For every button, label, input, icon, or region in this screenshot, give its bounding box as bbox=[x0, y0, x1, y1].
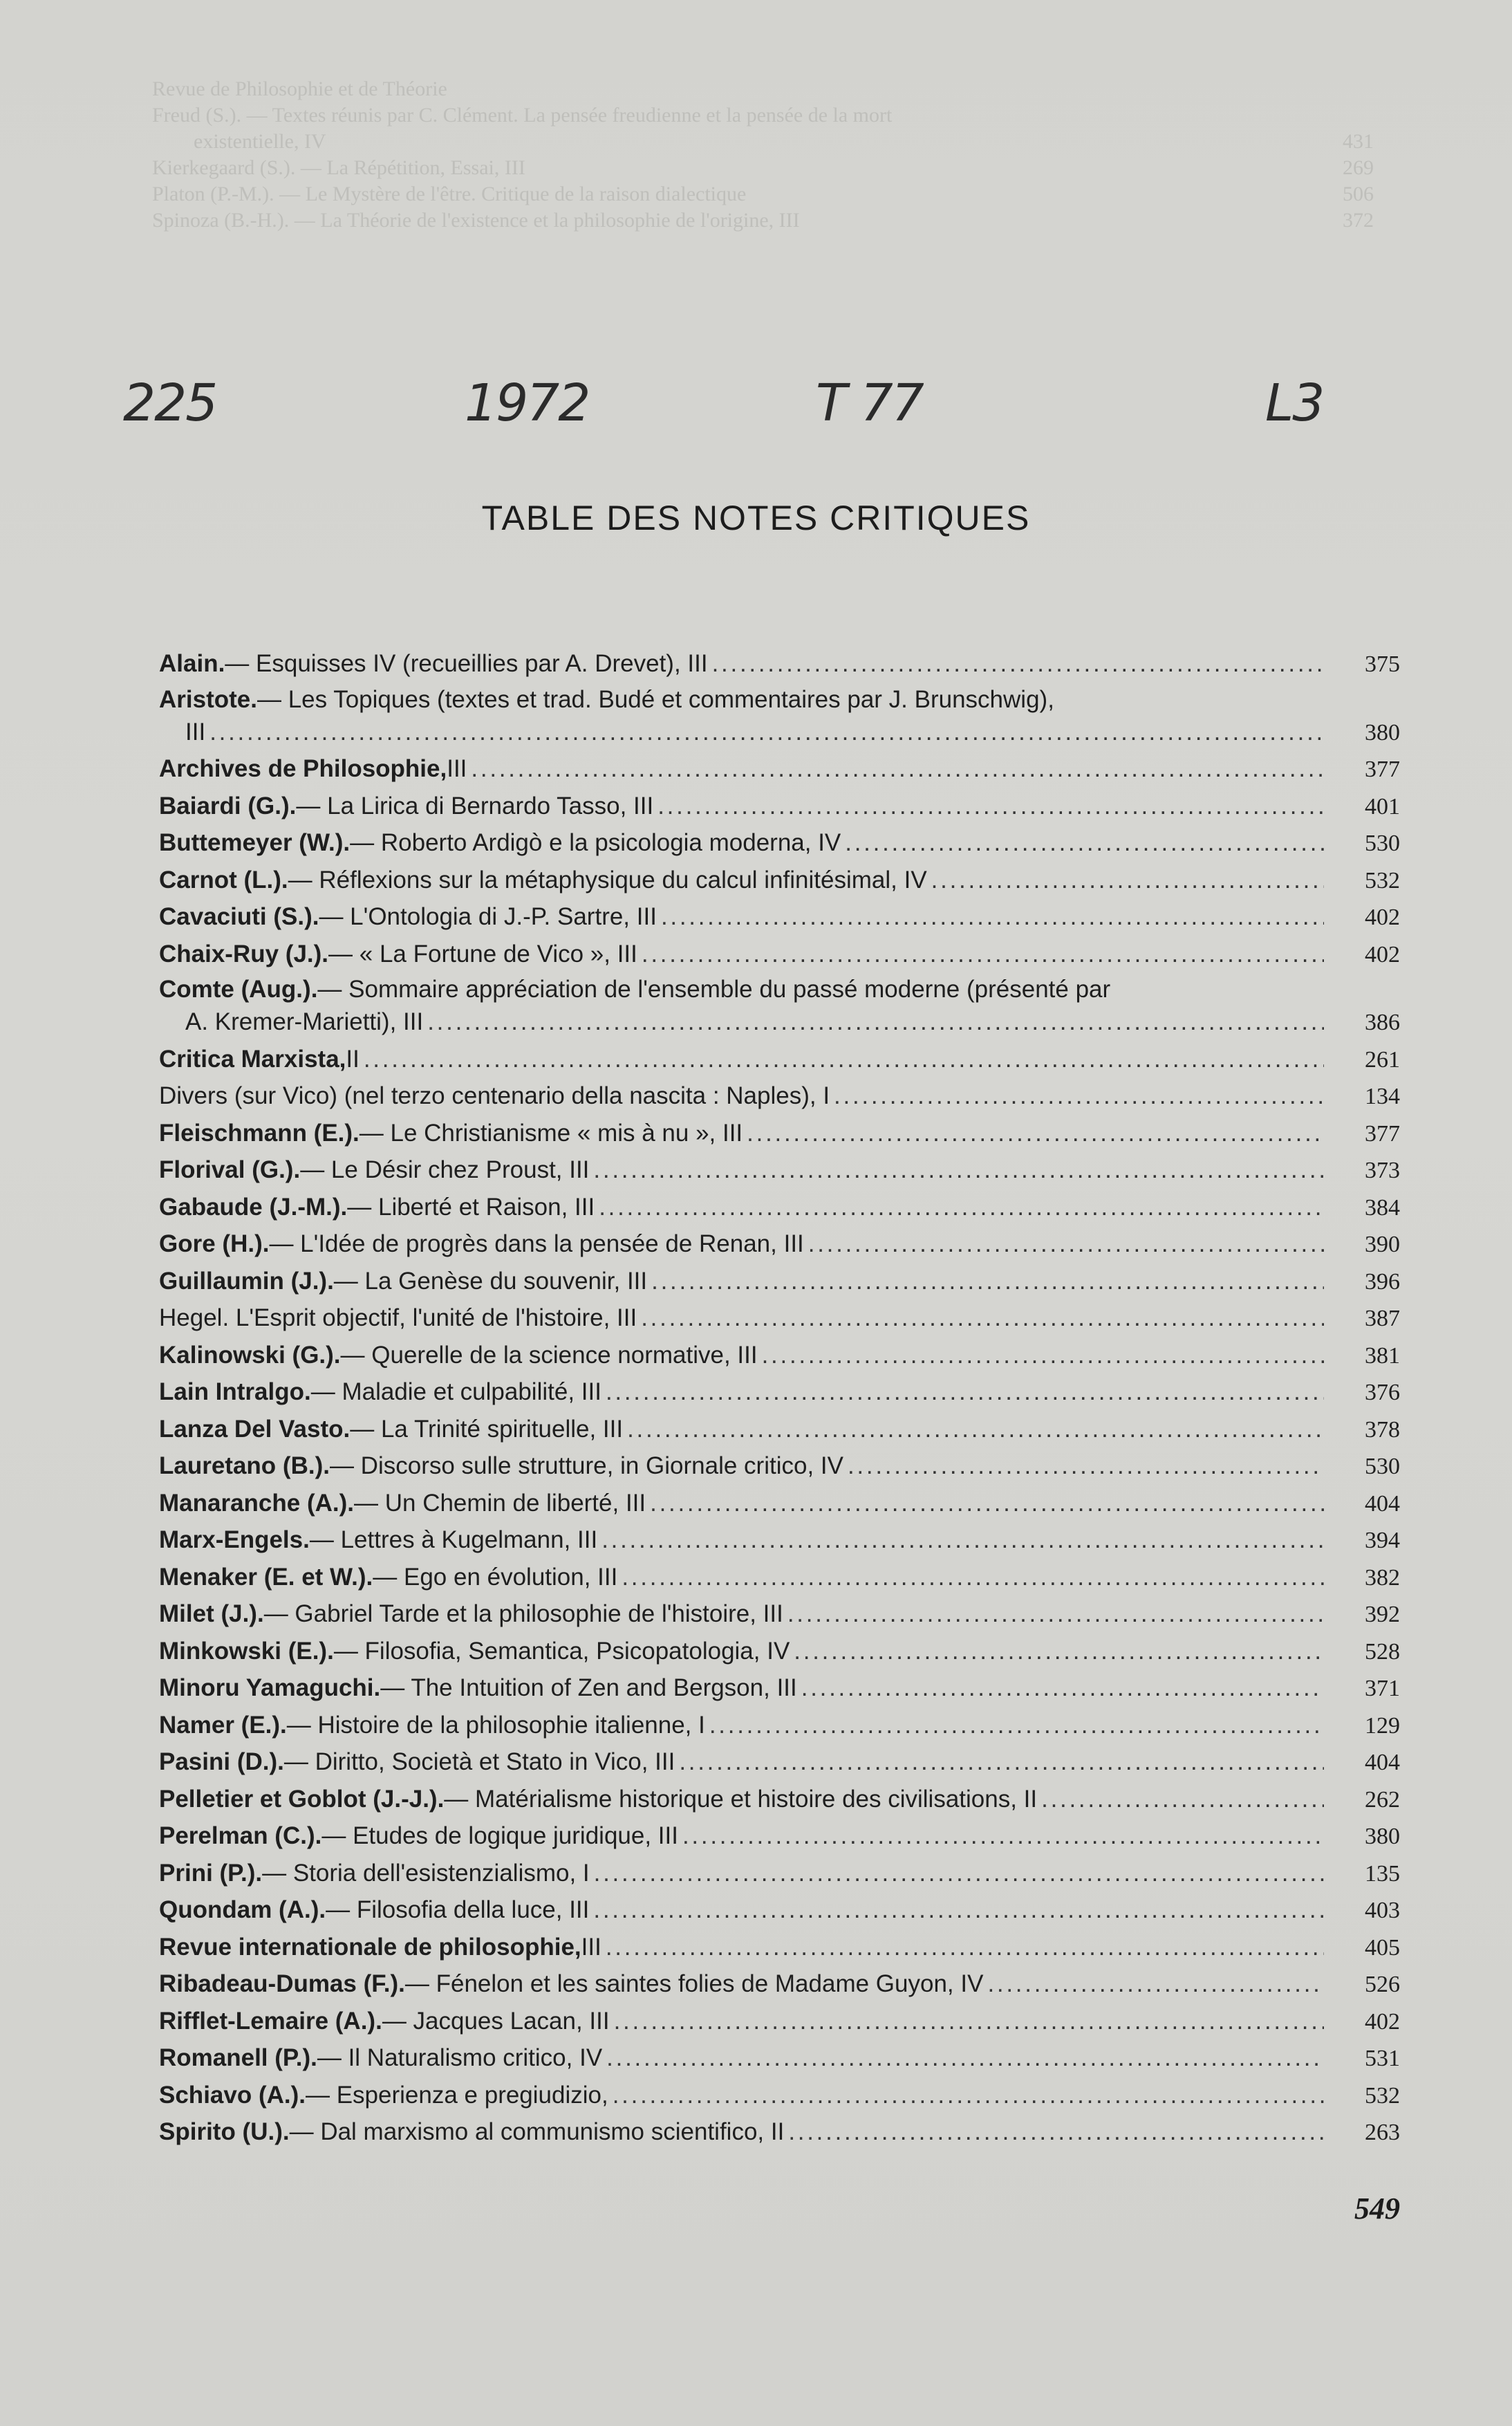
entry-title: — Filosofia della luce, III bbox=[326, 1896, 590, 1923]
index-entry bbox=[159, 1819, 1400, 1853]
entry-author: Romanell (P.). bbox=[159, 2044, 317, 2071]
index-entry-line bbox=[159, 974, 1400, 1005]
entry-title: — Ego en évolution, III bbox=[373, 1563, 618, 1591]
index-entry bbox=[159, 1560, 1400, 1594]
bleed-through-line-text: existentielle, IV bbox=[194, 130, 326, 153]
index-entry bbox=[159, 2041, 1400, 2075]
entry-author: Critica Marxista, bbox=[159, 1045, 346, 1073]
index-entry bbox=[159, 1856, 1400, 1890]
entry-title: III bbox=[447, 755, 467, 782]
index-entry bbox=[159, 1190, 1400, 1224]
entry-title: — Il Naturalismo critico, IV bbox=[317, 2044, 603, 2071]
entry-page-number: 375 bbox=[1365, 651, 1400, 677]
dot-leader bbox=[843, 1449, 1324, 1483]
entry-title: — Diritto, Società et Stato in Vico, III bbox=[283, 1748, 675, 1775]
entry-author: Pelletier et Goblot (J.-J.). bbox=[159, 1785, 445, 1813]
dot-leader bbox=[423, 1005, 1324, 1039]
index-entry bbox=[159, 789, 1400, 823]
entry-page-number: 404 bbox=[1365, 1490, 1400, 1517]
dot-leader bbox=[637, 937, 1324, 971]
dot-leader bbox=[601, 1930, 1324, 1964]
entry-author: Lauretano (B.). bbox=[159, 1452, 330, 1479]
index-entry bbox=[159, 1153, 1400, 1187]
index-entry bbox=[159, 1116, 1400, 1150]
entry-author: Milet (J.). bbox=[159, 1600, 264, 1627]
entry-page-number: 381 bbox=[1365, 1342, 1400, 1369]
entry-page-number: 135 bbox=[1365, 1860, 1400, 1887]
entry-author: Lanza Del Vasto. bbox=[159, 1415, 351, 1443]
index-entry-line bbox=[159, 789, 1400, 823]
index-entry-line bbox=[159, 1449, 1400, 1483]
index-entry bbox=[159, 1227, 1400, 1261]
entry-author: Gabaude (J.-M.). bbox=[159, 1193, 348, 1221]
entry-title: — Gabriel Tarde et la philosophie de l'histoire, III bbox=[263, 1600, 783, 1627]
index-entry bbox=[159, 1301, 1400, 1335]
dot-leader bbox=[617, 1560, 1324, 1594]
entry-page-number: 380 bbox=[1365, 1824, 1400, 1849]
entry-page-number: 402 bbox=[1365, 905, 1400, 930]
dot-leader bbox=[830, 1079, 1324, 1113]
index-entry bbox=[159, 684, 1400, 749]
handwritten-mark-shelf: L3 bbox=[1265, 373, 1324, 433]
notes-index-list bbox=[159, 647, 1400, 2152]
entry-title: — Les Topiques (textes et trad. Budé et commentaires par J. Brunschwig), bbox=[256, 685, 1054, 713]
entry-title: — Filosofia, Semantica, Psicopatologia, IV bbox=[333, 1637, 790, 1665]
dot-leader bbox=[646, 1486, 1324, 1520]
entry-page-number: 262 bbox=[1365, 1786, 1400, 1813]
entry-page-number: 377 bbox=[1365, 757, 1400, 782]
dot-leader bbox=[708, 647, 1324, 680]
index-entry-line bbox=[159, 1116, 1400, 1150]
index-entry-line bbox=[159, 900, 1400, 934]
entry-author: Pasini (D.). bbox=[159, 1748, 284, 1775]
entry-page-number: 530 bbox=[1365, 1454, 1400, 1479]
index-entry bbox=[159, 1634, 1400, 1668]
bleed-through-line-page: 506 bbox=[1343, 183, 1374, 205]
index-entry-line bbox=[159, 1079, 1400, 1113]
bleed-through-line-text: Freud (S.). — Textes réunis par C. Clément. La pensée freudienne et la pensée de la mort bbox=[152, 104, 893, 127]
handwritten-annotations bbox=[0, 373, 1512, 456]
index-entry bbox=[159, 900, 1400, 934]
entry-author: Spirito (U.). bbox=[159, 2118, 290, 2145]
dot-leader bbox=[784, 2115, 1324, 2149]
entry-author: Comte (Aug.). bbox=[159, 976, 318, 1003]
index-entry-line bbox=[159, 1338, 1400, 1372]
dot-leader bbox=[657, 900, 1324, 934]
entry-page-number: 129 bbox=[1365, 1712, 1400, 1739]
handwritten-mark-225: 225 bbox=[123, 373, 217, 433]
index-entry bbox=[159, 2004, 1400, 2038]
index-entry-line bbox=[159, 1042, 1400, 1076]
entry-page-number: 378 bbox=[1365, 1416, 1400, 1443]
entry-page-number: 530 bbox=[1365, 831, 1400, 856]
index-entry-line bbox=[159, 2041, 1400, 2075]
dot-leader bbox=[678, 1819, 1324, 1853]
dot-leader bbox=[589, 1893, 1324, 1927]
entry-author: Minkowski (E.). bbox=[159, 1637, 334, 1665]
entry-title: — Etudes de logique juridique, III bbox=[321, 1822, 678, 1849]
index-entry bbox=[159, 1782, 1400, 1816]
entry-title: — Réflexions sur la métaphysique du calcul infinitésimal, IV bbox=[288, 866, 927, 893]
index-entry bbox=[159, 2078, 1400, 2112]
bleed-through-line-text: Platon (P.-M.). — Le Mystère de l'être. Critique de la raison dialectique bbox=[152, 183, 747, 205]
entry-title: — La Trinité spirituelle, III bbox=[350, 1415, 624, 1443]
index-entry-continuation bbox=[159, 1005, 1400, 1039]
index-entry-line bbox=[159, 937, 1400, 971]
index-entry-line bbox=[159, 1782, 1400, 1816]
entry-page-number: 402 bbox=[1365, 2008, 1400, 2035]
entry-title: — Discorso sulle strutture, in Giornale critico, IV bbox=[329, 1452, 843, 1479]
entry-title: — The Intuition of Zen and Bergson, III bbox=[380, 1674, 797, 1701]
index-entry-line bbox=[159, 1153, 1400, 1187]
entry-title: — Le Désir chez Proust, III bbox=[300, 1156, 590, 1183]
index-entry bbox=[159, 1930, 1400, 1964]
entry-page-number: 371 bbox=[1365, 1676, 1400, 1701]
bleed-through-line-page: 431 bbox=[1343, 130, 1374, 153]
entry-page-number: 392 bbox=[1365, 1602, 1400, 1627]
index-entry bbox=[159, 863, 1400, 897]
index-entry-line bbox=[159, 1597, 1400, 1631]
entry-author: Namer (E.). bbox=[159, 1711, 287, 1739]
entry-author: Schiavo (A.). bbox=[159, 2081, 306, 2109]
index-entry-line bbox=[159, 1930, 1400, 1964]
index-entry-line bbox=[159, 2115, 1400, 2149]
index-entry bbox=[159, 2115, 1400, 2149]
index-entry-line bbox=[159, 2078, 1400, 2112]
entry-title: — Matérialisme historique et histoire des civilisations, II bbox=[444, 1785, 1038, 1813]
entry-page-number: 526 bbox=[1365, 1972, 1400, 1997]
entry-author: Chaix-Ruy (J.). bbox=[159, 940, 329, 967]
dot-leader bbox=[623, 1412, 1324, 1446]
dot-leader bbox=[983, 1967, 1324, 2001]
entry-author: Buttemeyer (W.). bbox=[159, 829, 351, 856]
entry-author: Prini (P.). bbox=[159, 1859, 263, 1887]
dot-leader bbox=[797, 1671, 1324, 1705]
index-entry-line bbox=[159, 1708, 1400, 1742]
index-entry-continuation bbox=[159, 715, 1400, 749]
entry-author: Guillaumin (J.). bbox=[159, 1267, 334, 1295]
index-entry bbox=[159, 1671, 1400, 1705]
index-entry-line bbox=[159, 1634, 1400, 1668]
index-entry-line bbox=[159, 826, 1400, 860]
index-entry bbox=[159, 1412, 1400, 1446]
index-entry bbox=[159, 1375, 1400, 1409]
entry-author: Manaranche (A.). bbox=[159, 1489, 354, 1517]
entry-author: Archives de Philosophie, bbox=[159, 755, 447, 782]
dot-leader bbox=[205, 715, 1324, 749]
entry-title: — Roberto Ardigò e la psicologia moderna, IV bbox=[350, 829, 841, 856]
entry-author: Fleischmann (E.). bbox=[159, 1119, 360, 1147]
index-entry bbox=[159, 826, 1400, 860]
entry-title: Hegel. L'Esprit objectif, l'unité de l'histoire, III bbox=[159, 1304, 637, 1331]
handwritten-mark-year: 1972 bbox=[465, 373, 590, 433]
dot-leader bbox=[1037, 1782, 1324, 1816]
entry-author: Carnot (L.). bbox=[159, 866, 288, 893]
bleed-through-line bbox=[152, 207, 1374, 234]
dot-leader bbox=[610, 2004, 1324, 2038]
index-entry-line bbox=[159, 1412, 1400, 1446]
dot-leader bbox=[608, 2078, 1324, 2112]
entry-page-number: 396 bbox=[1365, 1268, 1400, 1295]
entry-title: — Esperienza e pregiudizio, bbox=[305, 2081, 608, 2109]
index-entry-line bbox=[159, 1190, 1400, 1224]
index-entry bbox=[159, 752, 1400, 786]
entry-title: II bbox=[346, 1045, 360, 1073]
index-entry-line bbox=[159, 1856, 1400, 1890]
entry-title: — La Lirica di Bernardo Tasso, III bbox=[296, 792, 654, 820]
entry-page-number: 403 bbox=[1365, 1898, 1400, 1923]
dot-leader bbox=[804, 1227, 1324, 1261]
index-entry-line bbox=[159, 1893, 1400, 1927]
entry-author: Alain. bbox=[159, 650, 225, 677]
dot-leader bbox=[841, 826, 1324, 860]
index-entry bbox=[159, 647, 1400, 680]
dot-leader bbox=[637, 1301, 1324, 1335]
entry-author: Quondam (A.). bbox=[159, 1896, 326, 1923]
entry-page-number: 390 bbox=[1365, 1232, 1400, 1257]
index-entry-line bbox=[159, 1671, 1400, 1705]
index-entry bbox=[159, 937, 1400, 971]
dot-leader bbox=[595, 1190, 1324, 1224]
entry-title: — L'Ontologia di J.-P. Sartre, III bbox=[319, 903, 657, 930]
index-entry bbox=[159, 1486, 1400, 1520]
index-entry-line bbox=[159, 1486, 1400, 1520]
index-entry-line bbox=[159, 647, 1400, 680]
index-entry bbox=[159, 1967, 1400, 2001]
entry-author: Ribadeau-Dumas (F.). bbox=[159, 1970, 405, 1997]
entry-title: — Fénelon et les saintes folies de Madame Guyon, IV bbox=[404, 1970, 984, 1997]
dot-leader bbox=[589, 1153, 1324, 1187]
index-entry-line bbox=[159, 1375, 1400, 1409]
bleed-through-line bbox=[152, 76, 1374, 102]
bleed-through-line-text: Revue de Philosophie et de Théorie bbox=[152, 77, 447, 100]
entry-page-number: 404 bbox=[1365, 1750, 1400, 1775]
entry-page-number: 401 bbox=[1365, 793, 1400, 820]
entry-page-number: 134 bbox=[1365, 1084, 1400, 1109]
entry-title-continuation: A. Kremer-Marietti), III bbox=[185, 1008, 424, 1035]
entry-author: Perelman (C.). bbox=[159, 1822, 322, 1849]
dot-leader bbox=[647, 1264, 1324, 1298]
index-entry bbox=[159, 974, 1400, 1039]
index-entry bbox=[159, 1449, 1400, 1483]
index-entry-line bbox=[159, 1745, 1400, 1779]
entry-page-number: 394 bbox=[1365, 1528, 1400, 1553]
entry-page-number: 532 bbox=[1365, 2082, 1400, 2109]
entry-title: III bbox=[581, 1933, 601, 1961]
entry-title: — Sommaire appréciation de l'ensemble du passé moderne (présenté par bbox=[317, 976, 1111, 1003]
page-number: 549 bbox=[1354, 2192, 1400, 2225]
entry-author: Baiardi (G.). bbox=[159, 792, 297, 820]
bleed-through-line bbox=[152, 181, 1374, 207]
dot-leader bbox=[590, 1856, 1324, 1890]
entry-author: Kalinowski (G.). bbox=[159, 1341, 341, 1369]
entry-title: — La Genèse du souvenir, III bbox=[333, 1267, 648, 1295]
entry-title: — Dal marxismo al communismo scientifico, II bbox=[289, 2118, 785, 2145]
entry-author: Lain Intralgo. bbox=[159, 1378, 311, 1405]
entry-title: Divers (sur Vico) (nel terzo centenario della nascita : Naples), I bbox=[159, 1082, 830, 1109]
index-entry-line bbox=[159, 1560, 1400, 1594]
index-entry bbox=[159, 1042, 1400, 1076]
entry-title: — Liberté et Raison, III bbox=[347, 1193, 595, 1221]
entry-page-number: 387 bbox=[1365, 1306, 1400, 1331]
index-entry-line bbox=[159, 1523, 1400, 1557]
bleed-through-line bbox=[152, 102, 1374, 129]
entry-page-number: 531 bbox=[1365, 2046, 1400, 2071]
index-entry-line bbox=[159, 1227, 1400, 1261]
entry-page-number: 528 bbox=[1365, 1638, 1400, 1665]
entry-author: Marx-Engels. bbox=[159, 1526, 310, 1553]
dot-leader bbox=[597, 1523, 1324, 1557]
index-entry-line bbox=[159, 752, 1400, 786]
entry-title-continuation: III bbox=[185, 718, 206, 746]
dot-leader bbox=[758, 1338, 1324, 1372]
index-entry-line bbox=[159, 684, 1400, 715]
index-entry-line bbox=[159, 863, 1400, 897]
entry-page-number: 373 bbox=[1365, 1158, 1400, 1183]
entry-author: Florival (G.). bbox=[159, 1156, 301, 1183]
entry-title: — « La Fortune de Vico », III bbox=[328, 940, 637, 967]
bleed-through-text bbox=[152, 76, 1374, 234]
entry-title: — Querelle de la science normative, III bbox=[340, 1341, 758, 1369]
bleed-through-line bbox=[152, 129, 1374, 155]
bleed-through-line-text: Kierkegaard (S.). — La Répétition, Essai, III bbox=[152, 156, 525, 179]
dot-leader bbox=[783, 1597, 1324, 1631]
entry-page-number: 384 bbox=[1365, 1194, 1400, 1221]
bleed-through-line-page: 269 bbox=[1343, 156, 1374, 179]
index-entry bbox=[159, 1079, 1400, 1113]
entry-title: — Esquisses IV (recueillies par A. Drevet), III bbox=[225, 650, 708, 677]
entry-author: Rifflet-Lemaire (A.). bbox=[159, 2007, 382, 2035]
entry-page-number: 380 bbox=[1365, 719, 1400, 746]
entry-page-number: 382 bbox=[1365, 1564, 1400, 1591]
entry-title: — Maladie et culpabilité, III bbox=[310, 1378, 601, 1405]
page-title: TABLE DES NOTES CRITIQUES bbox=[481, 499, 1031, 537]
entry-page-number: 405 bbox=[1365, 1934, 1400, 1961]
entry-title: — Un Chemin de liberté, III bbox=[354, 1489, 646, 1517]
entry-page-number: 263 bbox=[1365, 2120, 1400, 2145]
dot-leader bbox=[653, 789, 1324, 823]
handwritten-mark-volume: T 77 bbox=[816, 373, 923, 433]
entry-title: — Jacques Lacan, III bbox=[382, 2007, 610, 2035]
entry-page-number: 532 bbox=[1365, 867, 1400, 893]
index-entry-line bbox=[159, 1967, 1400, 2001]
dot-leader bbox=[790, 1634, 1324, 1668]
entry-author: Menaker (E. et W.). bbox=[159, 1563, 373, 1591]
index-entry bbox=[159, 1597, 1400, 1631]
dot-leader bbox=[705, 1708, 1324, 1742]
dot-leader bbox=[927, 863, 1324, 897]
entry-page-number: 376 bbox=[1365, 1380, 1400, 1405]
dot-leader bbox=[743, 1116, 1324, 1150]
index-entry-line bbox=[159, 1819, 1400, 1853]
entry-page-number: 386 bbox=[1365, 1010, 1400, 1035]
index-entry bbox=[159, 1893, 1400, 1927]
bleed-through-line-page: 372 bbox=[1343, 209, 1374, 232]
entry-author: Cavaciuti (S.). bbox=[159, 903, 319, 930]
entry-author: Minoru Yamaguchi. bbox=[159, 1674, 381, 1701]
index-entry bbox=[159, 1745, 1400, 1779]
entry-author: Aristote. bbox=[159, 685, 257, 713]
bleed-through-line bbox=[152, 155, 1374, 181]
entry-title: — Storia dell'esistenzialismo, I bbox=[262, 1859, 590, 1887]
index-entry bbox=[159, 1708, 1400, 1742]
dot-leader bbox=[602, 2041, 1324, 2075]
entry-page-number: 402 bbox=[1365, 941, 1400, 967]
entry-title: — Le Christianisme « mis à nu », III bbox=[359, 1119, 743, 1147]
dot-leader bbox=[675, 1745, 1324, 1779]
entry-author: Revue internationale de philosophie, bbox=[159, 1933, 581, 1961]
entry-title: — Lettres à Kugelmann, III bbox=[309, 1526, 598, 1553]
entry-page-number: 261 bbox=[1365, 1046, 1400, 1073]
entry-title: — L'Idée de progrès dans la pensée de Renan, III bbox=[269, 1230, 804, 1257]
index-entry bbox=[159, 1338, 1400, 1372]
entry-page-number: 377 bbox=[1365, 1120, 1400, 1147]
entry-title: — Histoire de la philosophie italienne, I bbox=[286, 1711, 705, 1739]
entry-author: Gore (H.). bbox=[159, 1230, 270, 1257]
dot-leader bbox=[360, 1042, 1324, 1076]
dot-leader bbox=[467, 752, 1324, 786]
index-entry-line bbox=[159, 1264, 1400, 1298]
bleed-through-line-text: Spinoza (B.-H.). — La Théorie de l'existence et la philosophie de l'origine, III bbox=[152, 209, 800, 232]
index-entry-line bbox=[159, 1301, 1400, 1335]
dot-leader bbox=[601, 1375, 1324, 1409]
index-entry-line bbox=[159, 2004, 1400, 2038]
index-entry bbox=[159, 1264, 1400, 1298]
index-entry bbox=[159, 1523, 1400, 1557]
